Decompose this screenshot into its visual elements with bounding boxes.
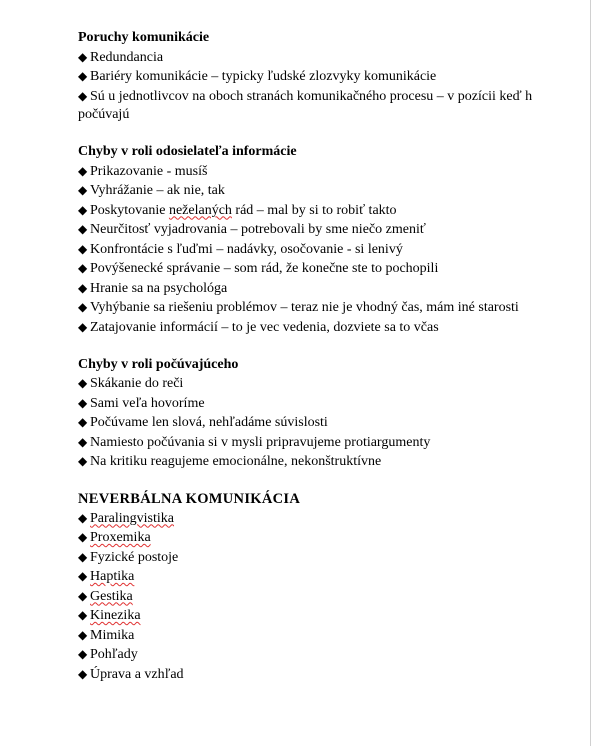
list-item-text: Pohľady: [90, 647, 138, 662]
diamond-bullet-icon: ◆: [78, 608, 88, 622]
list-item-text: Prikazovanie - musíš: [90, 163, 208, 179]
list-item-text: Skákanie do reči: [90, 376, 184, 391]
diamond-bullet-icon: ◆: [78, 300, 88, 314]
list-item: [78, 279, 591, 299]
list-item: [78, 626, 591, 646]
list-item: [78, 162, 591, 182]
diamond-bullet-icon: ◆: [78, 319, 88, 334]
list-item-text: Úprava a vzhľad: [90, 666, 184, 682]
list-item-text: Vyhrážanie – ak nie, tak: [90, 183, 225, 198]
list-item: [78, 201, 591, 221]
spellcheck-underlined-word: Paralingvistika: [90, 510, 174, 526]
section-heading: Chyby v roli odosielateľa informácie: [78, 144, 297, 159]
diamond-bullet-icon: ◆: [78, 510, 88, 525]
diamond-bullet-icon: ◆: [78, 163, 88, 178]
diamond-bullet-icon: ◆: [78, 569, 88, 583]
list-item: [78, 452, 591, 472]
list-item-text: Poskytovanie: [90, 202, 169, 218]
list-item-text: Vyhýbanie sa riešeniu problémov – teraz nie je vhodný čas, mám iné starosti: [90, 300, 519, 315]
list-item-text: Sami veľa hovoríme: [90, 395, 205, 411]
list-item: [78, 509, 591, 529]
diamond-bullet-icon: ◆: [78, 280, 88, 295]
diamond-bullet-icon: ◆: [78, 183, 88, 197]
diamond-bullet-icon: ◆: [78, 222, 88, 236]
list-item-text: Redundancia: [90, 49, 164, 65]
list-item: [78, 548, 591, 568]
section: [78, 490, 591, 684]
list-item: [78, 48, 591, 68]
section-heading: NEVERBÁLNA KOMUNIKÁCIA: [78, 491, 301, 507]
document-content: [78, 29, 591, 703]
diamond-bullet-icon: ◆: [78, 241, 88, 256]
spellcheck-underlined-word: Proxemika: [90, 530, 151, 545]
section: [78, 356, 591, 472]
list-item: [78, 259, 591, 279]
list-item-text: Konfrontácie s ľuďmi – nadávky, osočovanie - si lenivý: [90, 241, 403, 257]
diamond-bullet-icon: ◆: [78, 202, 88, 217]
diamond-bullet-icon: ◆: [78, 376, 88, 390]
diamond-bullet-icon: ◆: [78, 69, 88, 83]
diamond-bullet-icon: ◆: [78, 434, 88, 449]
list-item-text: Počúvame len slová, nehľadáme súvislosti: [90, 415, 328, 430]
diamond-bullet-icon: ◆: [78, 549, 88, 564]
list-item: [78, 645, 591, 665]
list-item-text: rád – mal by si to robiť takto: [231, 202, 397, 218]
list-item: [78, 374, 591, 394]
list-item: [78, 181, 591, 201]
list-item-text: Mimika: [90, 627, 135, 643]
list-item-text: Povýšenecké správanie – som rád, že konečne ste to pochopili: [90, 261, 439, 276]
spellcheck-underlined-word: Haptika: [90, 569, 135, 584]
list-item-text: Namiesto počúvania si v mysli pripravujeme protiargumenty: [90, 434, 431, 450]
list-item-text: Na kritiku reagujeme emocionálne, nekonštruktívne: [90, 454, 382, 469]
diamond-bullet-icon: ◆: [78, 454, 88, 468]
diamond-bullet-icon: ◆: [78, 88, 88, 103]
section: [78, 143, 591, 337]
diamond-bullet-icon: ◆: [78, 588, 88, 603]
list-item-text: Hranie sa na psychológa: [90, 280, 228, 296]
list-item-text: Sú u jednotlivcov na oboch stranách komunikačného procesu – v pozícii keď h: [90, 88, 533, 104]
diamond-bullet-icon: ◆: [78, 530, 88, 544]
list-item: [78, 87, 591, 107]
diamond-bullet-icon: ◆: [78, 415, 88, 429]
diamond-bullet-icon: ◆: [78, 627, 88, 642]
list-item: [78, 298, 591, 318]
list-item-text: Bariéry komunikácie – typicky ľudské zlozvyky komunikácie: [90, 69, 437, 84]
list-item: [78, 318, 591, 338]
list-item: [78, 665, 591, 685]
diamond-bullet-icon: ◆: [78, 261, 88, 275]
list-item: [78, 394, 591, 414]
list-item: [78, 240, 591, 260]
diamond-bullet-icon: ◆: [78, 395, 88, 410]
section-heading: Chyby v roli počúvajúceho: [78, 356, 239, 372]
spellcheck-underlined-word: Gestika: [90, 588, 133, 604]
list-item-text: Fyzické postoje: [90, 549, 179, 565]
list-item-text: Zatajovanie informácií – to je vec vedenia, dozviete sa to včas: [90, 319, 439, 335]
list-item-continuation: počúvajú: [78, 107, 130, 122]
list-item: [78, 567, 591, 587]
section: [78, 29, 591, 125]
list-item: [78, 587, 591, 607]
list-item: [78, 528, 591, 548]
section-heading: Poruchy komunikácie: [78, 30, 210, 45]
diamond-bullet-icon: ◆: [78, 49, 88, 64]
spellcheck-underlined-word: neželaných: [168, 202, 232, 218]
list-item: [78, 67, 591, 87]
spellcheck-underlined-word: Kinezika: [90, 608, 141, 623]
list-item: [78, 220, 591, 240]
diamond-bullet-icon: ◆: [78, 647, 88, 661]
list-item: [78, 413, 591, 433]
list-item: [78, 606, 591, 626]
diamond-bullet-icon: ◆: [78, 666, 88, 681]
list-item-text: Neurčitosť vyjadrovania – potrebovali by sme niečo zmeniť: [90, 222, 426, 237]
list-item: [78, 433, 591, 453]
